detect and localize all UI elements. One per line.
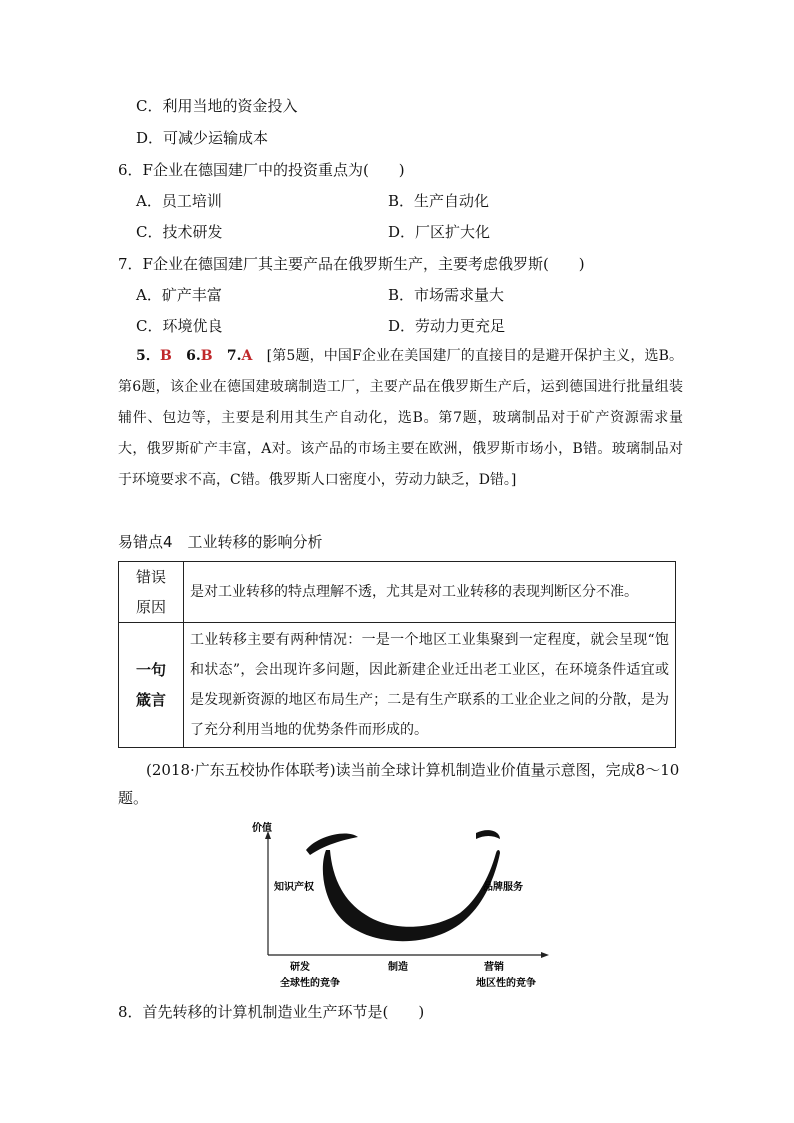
tip-box [118, 561, 676, 748]
q7-option-a: A．矿产丰富 [136, 286, 222, 304]
answer-6: B [200, 348, 213, 364]
right-eye-stroke [476, 830, 500, 839]
q7-stem: 7．F企业在德国建厂其主要产品在俄罗斯生产，主要考虑俄罗斯( ) [118, 255, 585, 273]
q7-option-d: D．劳动力更充足 [388, 317, 506, 335]
answer-explanation [118, 341, 683, 496]
answer-7: A [241, 348, 253, 364]
tip-row-motto [119, 623, 676, 748]
y-axis-label: 价值 [252, 823, 272, 834]
tip-body-motto: 工业转移主要有两种情况：一是一个地区工业集聚到一定程度，就会呈现“饱和状态”，会出现许多问题，因此新建企业迁出老工业区，在环境条件适宜或是发现新资源的地区布局生产；二是有生产联系的工业企业之间的分散，是为了充分利用当地的优势条件而形成的。 [184, 623, 676, 748]
label-right: 品牌服务 [483, 882, 523, 893]
q8-stem: 8．首先转移的计算机制造业生产环节是( ) [118, 1003, 425, 1021]
smile-curve [323, 850, 500, 941]
x-label-rd: 研发 [290, 962, 310, 973]
answer-num-7: 7. [226, 348, 242, 364]
q6-stem: 6．F企业在德国建厂中的投资重点为( ) [118, 161, 405, 179]
q7-option-b: B．市场需求量大 [388, 286, 505, 304]
tip-row-reason [119, 562, 676, 623]
tip-head-motto: 一句箴言 [119, 623, 184, 748]
q7-option-c: C．环境优良 [136, 317, 223, 335]
label-left: 知识产权 [274, 882, 314, 893]
answer-5: B [160, 348, 172, 364]
bottom-left-label: 全球性的竞争 [280, 978, 340, 989]
q6-option-b: B．生产自动化 [388, 192, 490, 210]
answer-num-5: 5． [136, 348, 161, 364]
q6-option-d: D．厂区扩大化 [388, 223, 491, 241]
tip-head-reason: 错误原因 [119, 562, 184, 623]
answer-text: [第5题，中国F企业在美国建厂的直接目的是避开保护主义，选B。第6题，该企业在德国建玻璃制造工厂，主要产品在俄罗斯生产后，运到德国进行批量组装辅件、包边等，主要是利用其生产自动化，选B。第7题，玻璃制品对于矿产资源需求量大，俄罗斯矿产丰富，A对。该产品的市场主要在欧洲，俄罗斯市场小，B错。玻璃制品对于环境要求不高，C错。俄罗斯人口密度小，劳动力缺乏，D错。] [118, 348, 684, 488]
tip-body-reason: 是对工业转移的特点理解不透，尤其是对工业转移的表现判断区分不准。 [184, 562, 676, 623]
left-eye-stroke [306, 833, 358, 855]
question-intro: (2018·广东五校协作体联考)读当前全球计算机制造业价值量示意图，完成8～10题。 [118, 761, 680, 807]
q5-option-c: C．利用当地的资金投入 [136, 97, 298, 115]
x-label-manufacture: 制造 [388, 962, 408, 973]
q6-option-a: A．员工培训 [136, 192, 222, 210]
q5-option-d: D．可减少运输成本 [136, 129, 269, 147]
bottom-right-label: 地区性的竞争 [476, 978, 536, 989]
smile-curve-figure [238, 815, 558, 995]
section-title: 易错点4 工业转移的影响分析 [118, 533, 323, 551]
q6-option-c: C．技术研发 [136, 223, 223, 241]
x-axis-arrow [541, 952, 549, 958]
answer-num-6: 6. [186, 348, 201, 364]
x-label-marketing: 营销 [484, 962, 504, 973]
